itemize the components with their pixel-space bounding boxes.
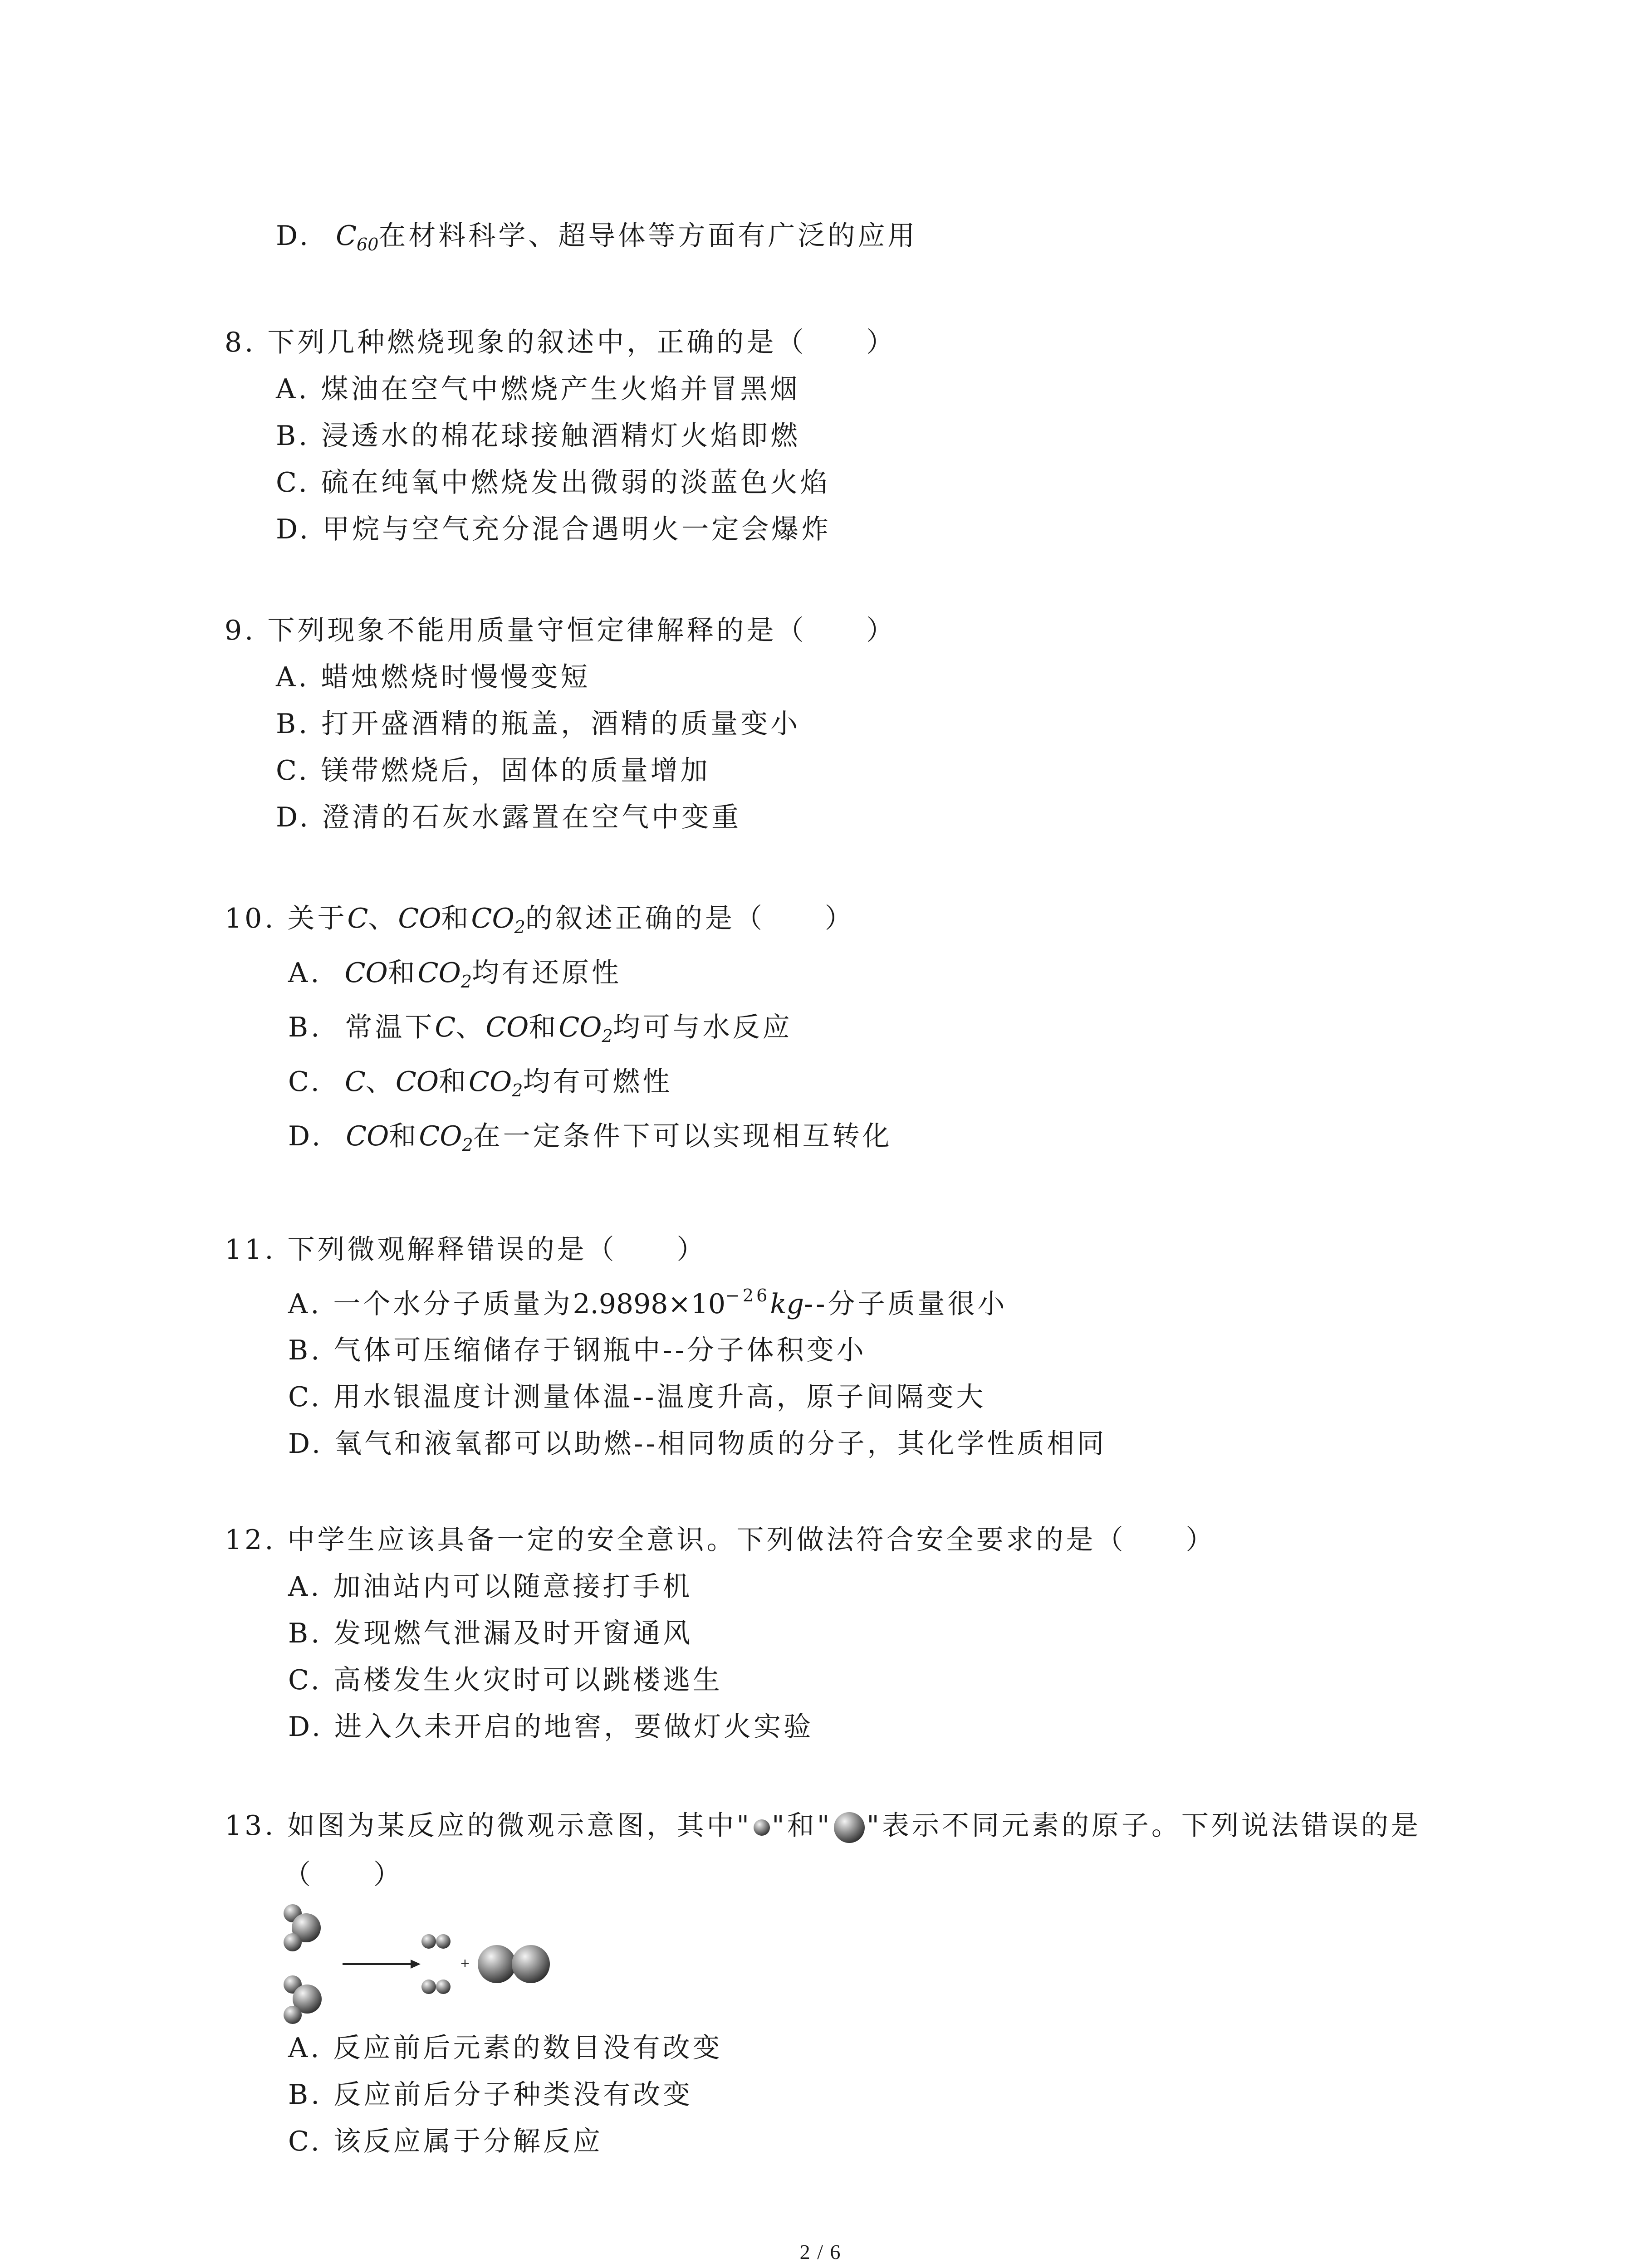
product-molecule-small-bottom bbox=[421, 1980, 451, 1994]
product-molecule-small-top bbox=[421, 1934, 451, 1949]
small-atom-icon bbox=[752, 1818, 772, 1838]
q11-option-b: B. 气体可压缩储存于钢瓶中--分子体积变小 bbox=[288, 1334, 867, 1366]
large-atom-icon bbox=[832, 1810, 867, 1845]
q12-option-c: C. 高楼发生火灾时可以跳楼逃生 bbox=[288, 1664, 723, 1696]
reaction-diagram bbox=[279, 1896, 569, 2032]
q8-option-d: D. 甲烷与空气充分混合遇明火一定会爆炸 bbox=[276, 513, 832, 545]
product-molecule-large bbox=[478, 1945, 550, 1983]
q11-option-a: A. 一个水分子质量为$2.9898\times 10^{-26}kg--$分子质量很小 bbox=[288, 1286, 1008, 1320]
q8-stem: 8. 下列几种燃烧现象的叙述中，正确的是（ ） bbox=[225, 327, 896, 358]
q10-option-c: C. C、CO和$CO_2$均有可燃性 bbox=[288, 1066, 673, 1100]
q7-option-d-label: D. bbox=[276, 220, 311, 252]
reaction-arrow bbox=[343, 1960, 421, 1969]
q7-option-d-text: 在材料科学、超导体等方面有广泛的应用 bbox=[378, 220, 918, 252]
q12-stem: 12. 中学生应该具备一定的安全意识。下列做法符合安全要求的是（ ） bbox=[225, 1524, 1216, 1556]
q8-option-c: C. 硫在纯氧中燃烧发出微弱的淡蓝色火焰 bbox=[276, 467, 830, 499]
reactant-molecule-top bbox=[284, 1904, 321, 1951]
reactant-molecule-bottom bbox=[284, 1975, 322, 2024]
page-number: 2 / 6 bbox=[799, 2240, 842, 2263]
q9-option-c: C. 镁带燃烧后，固体的质量增加 bbox=[276, 755, 710, 787]
q8-option-a: A. 煤油在空气中燃烧产生火焰并冒黑烟 bbox=[276, 373, 800, 405]
q9-option-b: B. 打开盛酒精的瓶盖，酒精的质量变小 bbox=[276, 708, 801, 740]
q13-option-b: B. 反应前后分子种类没有改变 bbox=[288, 2079, 693, 2111]
q7-option-d bbox=[276, 218, 917, 254]
q11-option-c: C. 用水银温度计测量体温--温度升高，原子间隔变大 bbox=[288, 1381, 986, 1413]
q9-option-d: D. 澄清的石灰水露置在空气中变重 bbox=[276, 802, 742, 833]
q11-stem: 11. 下列微观解释错误的是（ ） bbox=[225, 1234, 707, 1266]
q13-option-c: C. 该反应属于分解反应 bbox=[288, 2126, 603, 2157]
q12-option-a: A. 加油站内可以随意接打手机 bbox=[288, 1571, 693, 1603]
q11-option-d: D. 氧气和液氧都可以助燃--相同物质的分子，其化学性质相同 bbox=[288, 1428, 1107, 1460]
plus-sign: + bbox=[460, 1955, 470, 1972]
q13-stem: 13. 如图为某反应的微观示意图，其中" "和" "表示不同元素的原子。下列说法错误的是 bbox=[225, 1808, 1421, 1845]
q10-option-b: B. 常温下C、CO和$CO_2$均可与水反应 bbox=[288, 1012, 793, 1046]
q9-option-a: A. 蜡烛燃烧时慢慢变短 bbox=[276, 661, 591, 693]
formula-c60: $C_{60}$ bbox=[336, 220, 379, 254]
q10-stem: 10. 关于C、CO和$CO_2$的叙述正确的是（ ） bbox=[225, 903, 855, 937]
q13-option-a: A. 反应前后元素的数目没有改变 bbox=[288, 2032, 723, 2064]
q9-stem: 9. 下列现象不能用质量守恒定律解释的是（ ） bbox=[225, 615, 896, 646]
q10-option-d: D. CO和$CO_2$在一定条件下可以实现相互转化 bbox=[288, 1120, 892, 1155]
q13-stem-paren: （ ） bbox=[284, 1859, 403, 1891]
formula-co2: $CO_2$ bbox=[471, 903, 525, 937]
q12-option-b: B. 发现燃气泄漏及时开窗通风 bbox=[288, 1618, 693, 1649]
q12-option-d: D. 进入久未开启的地窖，要做灯火实验 bbox=[288, 1711, 814, 1743]
q10-option-a: A. CO和$CO_2$均有还原性 bbox=[288, 957, 622, 992]
q8-option-b: B. 浸透水的棉花球接触酒精灯火焰即燃 bbox=[276, 420, 801, 452]
